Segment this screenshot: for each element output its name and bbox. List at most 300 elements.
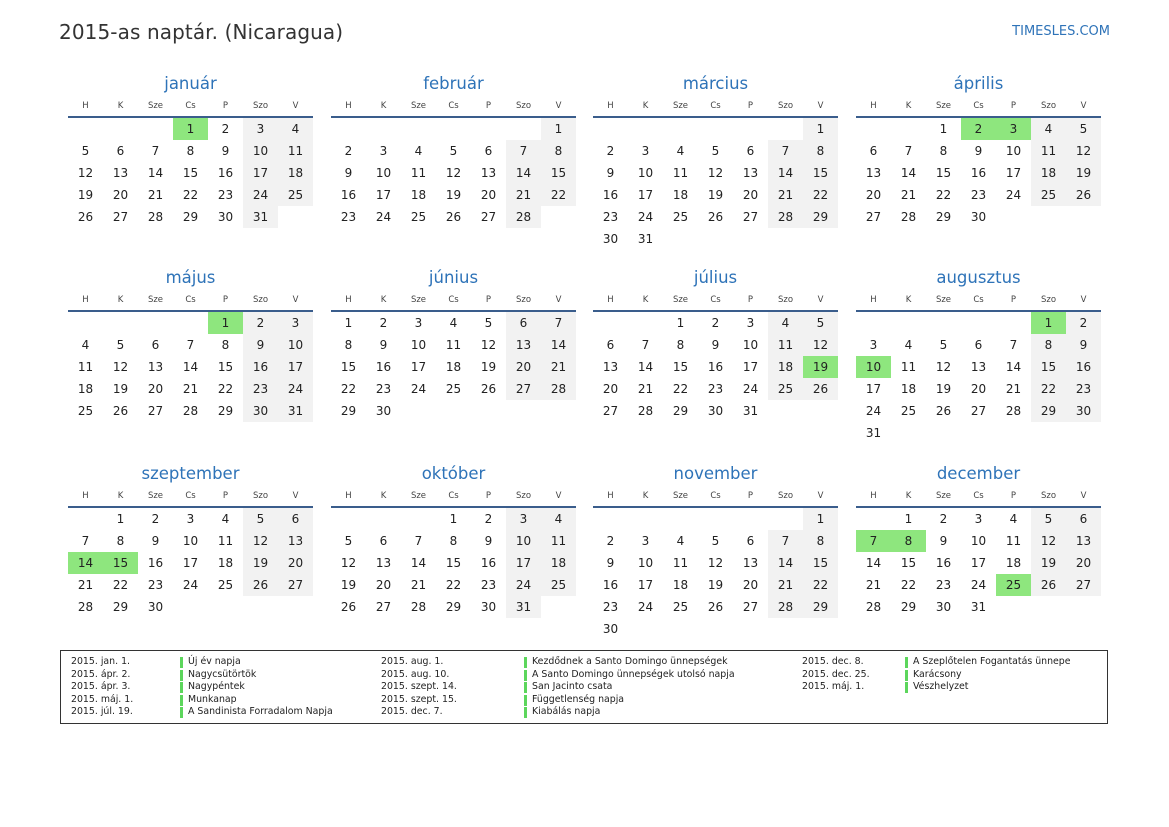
day-cell: 30 [480, 600, 497, 614]
day-cell: 6 [116, 144, 125, 158]
day-cell: 31 [243, 206, 278, 228]
day-cell: 10 [243, 140, 278, 162]
day-cell: 21 [1005, 382, 1022, 396]
day-cell: 28 [147, 210, 164, 224]
day-cell: 31 [865, 426, 882, 440]
day-cell: 29 [340, 404, 357, 418]
day-cell: 27 [1066, 574, 1101, 596]
day-cell: 24 [742, 382, 759, 396]
day-cell: 1 [803, 118, 838, 140]
legend-item [802, 656, 1092, 669]
day-cell: 28 [410, 600, 427, 614]
empty-day-cell [856, 312, 891, 334]
empty-day-cell [436, 118, 471, 140]
empty-day-cell [138, 118, 173, 140]
day-cell: 11 [672, 556, 689, 570]
day-cell: 3 [746, 316, 755, 330]
day-cell: 5 [243, 508, 278, 530]
empty-day-cell [628, 312, 663, 334]
holiday-marker-icon [524, 657, 527, 668]
day-cell: 27 [278, 574, 313, 596]
day-cell: 23 [480, 578, 497, 592]
day-cell: 14 [410, 556, 427, 570]
day-cell: 22 [541, 184, 576, 206]
brand-link[interactable]: TIMESLES.COM [1012, 24, 1110, 39]
day-cell: 2 [939, 512, 948, 526]
weekday-label: Szo [515, 101, 532, 111]
day-cell: 4 [676, 534, 685, 548]
weekday-header [331, 487, 576, 505]
empty-day-cell [401, 118, 436, 140]
day-cell: 12 [445, 166, 462, 180]
day-cell: 8 [344, 338, 353, 352]
day-cell: 31 [278, 400, 313, 422]
day-cell: 9 [151, 534, 160, 548]
holiday-marker-icon [905, 682, 908, 693]
day-cell: 21 [541, 356, 576, 378]
weekday-header [68, 97, 313, 115]
day-cell: 23 [1066, 378, 1101, 400]
day-cell: 4 [278, 118, 313, 140]
weekday-label: Szo [1040, 491, 1057, 501]
day-cell: 12 [480, 338, 497, 352]
day-cell: 5 [711, 534, 720, 548]
empty-day-cell [733, 118, 768, 140]
weekday-label: Cs [710, 101, 721, 111]
day-cell: 9 [606, 166, 615, 180]
day-cell: 6 [1066, 508, 1101, 530]
day-cell: 30 [707, 404, 724, 418]
day-cell: 11 [541, 530, 576, 552]
weekday-label: P [485, 295, 492, 305]
legend-column [802, 656, 1092, 694]
month-name: február [423, 74, 484, 93]
day-cell: 16 [602, 188, 619, 202]
day-cell: 31 [742, 404, 759, 418]
day-cell: 16 [935, 556, 952, 570]
weekday-label: V [555, 295, 562, 305]
day-cell: 30 [970, 210, 987, 224]
legend-date: 2015. júl. 19. [71, 706, 133, 718]
holiday-marker-icon [180, 670, 183, 681]
holiday-marker-icon [524, 695, 527, 706]
day-cell: 13 [1066, 530, 1101, 552]
day-cell: 25 [445, 382, 462, 396]
weekday-label: H [870, 101, 877, 111]
legend-item [381, 681, 781, 694]
day-cell: 4 [221, 512, 230, 526]
day-cell: 22 [182, 188, 199, 202]
day-cell: 30 [1066, 400, 1101, 422]
empty-day-cell [103, 312, 138, 334]
weekday-label: P [222, 295, 229, 305]
day-cell: 18 [1031, 162, 1066, 184]
day-cell: 28 [768, 206, 803, 228]
day-cell: 6 [606, 338, 615, 352]
weekday-label: P [222, 491, 229, 501]
weekday-header [593, 487, 838, 505]
day-cell: 19 [243, 552, 278, 574]
day-cell: 30 [935, 600, 952, 614]
day-cell: 2 [243, 312, 278, 334]
day-cell: 12 [1066, 140, 1101, 162]
day-cell: 22 [803, 574, 838, 596]
weekday-label: K [905, 101, 912, 111]
day-cell: 1 [904, 512, 913, 526]
day-cell: 17 [243, 162, 278, 184]
day-cell: 14 [182, 360, 199, 374]
holiday-day-cell: 3 [996, 118, 1031, 140]
weekday-label: P [485, 491, 492, 501]
day-cell: 25 [278, 184, 313, 206]
month-4 [856, 72, 1101, 228]
day-cell: 7 [186, 338, 195, 352]
empty-day-cell [366, 118, 401, 140]
weekday-header [593, 97, 838, 115]
day-cell: 12 [707, 166, 724, 180]
holiday-day-cell: 7 [856, 530, 891, 552]
empty-day-cell [593, 312, 628, 334]
day-cell: 19 [707, 188, 724, 202]
day-cell: 20 [147, 382, 164, 396]
day-cell: 20 [602, 382, 619, 396]
weekday-label: K [380, 491, 387, 501]
month-name: március [682, 74, 749, 93]
month-name: augusztus [936, 268, 1021, 287]
day-cell: 15 [672, 360, 689, 374]
day-cell: 24 [182, 578, 199, 592]
day-cell: 1 [116, 512, 125, 526]
empty-day-cell [856, 508, 891, 530]
day-cell: 24 [865, 404, 882, 418]
day-cell: 29 [112, 600, 129, 614]
day-cell: 1 [803, 508, 838, 530]
weekday-label: P [1010, 295, 1017, 305]
month-5 [68, 266, 313, 422]
day-cell: 27 [147, 404, 164, 418]
day-cell: 8 [803, 140, 838, 162]
weekday-label: Cs [973, 101, 984, 111]
weekday-label: Sze [147, 491, 164, 501]
day-cell: 6 [278, 508, 313, 530]
weekday-label: Szo [252, 101, 269, 111]
day-cell: 22 [900, 578, 917, 592]
legend-item [802, 669, 1092, 682]
weekday-label: K [905, 491, 912, 501]
day-cell: 5 [1066, 118, 1101, 140]
day-cell: 6 [746, 144, 755, 158]
day-cell: 2 [484, 512, 493, 526]
weekday-label: Szo [777, 101, 794, 111]
empty-day-cell [506, 118, 541, 140]
holiday-day-cell: 10 [856, 356, 891, 378]
day-cell: 25 [410, 210, 427, 224]
day-cell: 29 [900, 600, 917, 614]
day-cell: 22 [672, 382, 689, 396]
day-cell: 14 [147, 166, 164, 180]
weekday-label: Szo [252, 491, 269, 501]
day-cell: 19 [445, 188, 462, 202]
holiday-day-cell: 14 [68, 552, 103, 574]
day-cell: 26 [707, 600, 724, 614]
day-cell: 14 [637, 360, 654, 374]
month-7 [593, 266, 838, 422]
day-cell: 15 [1031, 356, 1066, 378]
day-cell: 12 [707, 556, 724, 570]
legend-item [381, 706, 781, 719]
day-cell: 29 [217, 404, 234, 418]
legend-date: 2015. dec. 7. [381, 706, 443, 718]
day-cell: 27 [112, 210, 129, 224]
day-cell: 5 [484, 316, 493, 330]
day-grid [856, 118, 1101, 228]
day-cell: 7 [151, 144, 160, 158]
day-cell: 11 [900, 360, 917, 374]
weekday-header [856, 97, 1101, 115]
day-cell: 2 [606, 534, 615, 548]
day-cell: 8 [449, 534, 458, 548]
weekday-label: H [345, 491, 352, 501]
holiday-marker-icon [180, 695, 183, 706]
day-cell: 30 [147, 600, 164, 614]
day-cell: 14 [768, 552, 803, 574]
day-cell: 8 [939, 144, 948, 158]
day-cell: 25 [1031, 184, 1066, 206]
day-cell: 19 [112, 382, 129, 396]
day-cell: 16 [707, 360, 724, 374]
page-title: 2015-as naptár. (Nicaragua) [59, 20, 344, 44]
day-cell: 26 [803, 378, 838, 400]
day-cell: 13 [112, 166, 129, 180]
month-name: november [673, 464, 758, 483]
legend-date: 2015. szept. 14. [381, 681, 457, 693]
day-cell: 14 [1005, 360, 1022, 374]
day-cell: 16 [1066, 356, 1101, 378]
day-cell: 5 [939, 338, 948, 352]
legend-date: 2015. ápr. 3. [71, 681, 131, 693]
day-cell: 2 [606, 144, 615, 158]
weekday-label: H [870, 295, 877, 305]
weekday-label: Szo [252, 295, 269, 305]
day-cell: 11 [768, 334, 803, 356]
weekday-header [856, 487, 1101, 505]
day-cell: 20 [506, 356, 541, 378]
day-cell: 6 [379, 534, 388, 548]
day-cell: 18 [768, 356, 803, 378]
day-cell: 27 [480, 210, 497, 224]
weekday-label: Cs [448, 101, 459, 111]
weekday-label: V [817, 491, 824, 501]
weekday-label: H [82, 101, 89, 111]
holiday-marker-icon [180, 657, 183, 668]
day-cell: 9 [606, 556, 615, 570]
day-cell: 28 [541, 378, 576, 400]
day-cell: 4 [541, 508, 576, 530]
month-6 [331, 266, 576, 422]
empty-day-cell [961, 312, 996, 334]
day-cell: 23 [243, 378, 278, 400]
day-cell: 10 [637, 556, 654, 570]
day-cell: 10 [410, 338, 427, 352]
empty-day-cell [471, 118, 506, 140]
empty-day-cell [68, 508, 103, 530]
day-cell: 6 [974, 338, 983, 352]
day-cell: 7 [81, 534, 90, 548]
day-cell: 25 [77, 404, 94, 418]
weekday-label: Cs [973, 491, 984, 501]
day-cell: 26 [77, 210, 94, 224]
holiday-day-cell: 15 [103, 552, 138, 574]
weekday-label: Sze [672, 295, 689, 305]
day-cell: 28 [1005, 404, 1022, 418]
day-cell: 10 [278, 334, 313, 356]
day-cell: 23 [375, 382, 392, 396]
holiday-marker-icon [180, 707, 183, 718]
legend-holiday-name: Új év napja [188, 656, 241, 667]
weekday-label: Cs [973, 295, 984, 305]
day-cell: 11 [217, 534, 234, 548]
legend-holiday-name: Karácsony [913, 668, 962, 680]
day-cell: 10 [970, 534, 987, 548]
legend-holiday-name: Kezdődnek a Santo Domingo ünnepségek [532, 656, 728, 667]
day-cell: 2 [1066, 312, 1101, 334]
weekday-label: H [607, 295, 614, 305]
day-cell: 17 [278, 356, 313, 378]
day-cell: 22 [112, 578, 129, 592]
legend-item [381, 694, 781, 707]
day-cell: 25 [900, 404, 917, 418]
day-cell: 20 [278, 552, 313, 574]
legend-holiday-name: Nagypéntek [188, 681, 245, 693]
day-cell: 5 [81, 144, 90, 158]
day-cell: 10 [637, 166, 654, 180]
day-cell: 3 [186, 512, 195, 526]
weekday-label: V [817, 101, 824, 111]
day-cell: 22 [935, 188, 952, 202]
day-cell: 19 [77, 188, 94, 202]
day-cell: 28 [768, 596, 803, 618]
day-cell: 5 [1031, 508, 1066, 530]
day-cell: 21 [768, 574, 803, 596]
holiday-day-cell: 1 [173, 118, 208, 140]
day-cell: 25 [768, 378, 803, 400]
day-cell: 29 [803, 206, 838, 228]
day-cell: 18 [278, 162, 313, 184]
day-cell: 29 [182, 210, 199, 224]
day-cell: 3 [641, 144, 650, 158]
day-cell: 28 [506, 206, 541, 228]
day-cell: 13 [506, 334, 541, 356]
day-cell: 3 [278, 312, 313, 334]
day-cell: 18 [672, 578, 689, 592]
holiday-marker-icon [905, 670, 908, 681]
day-cell: 12 [935, 360, 952, 374]
day-cell: 6 [506, 312, 541, 334]
day-cell: 4 [904, 338, 913, 352]
day-cell: 19 [707, 578, 724, 592]
day-cell: 14 [506, 162, 541, 184]
legend-holiday-name: Kiabálás napja [532, 706, 601, 718]
legend-date: 2015. aug. 1. [381, 656, 444, 667]
day-cell: 3 [974, 512, 983, 526]
day-cell: 29 [935, 210, 952, 224]
day-cell: 13 [480, 166, 497, 180]
legend-item [802, 681, 1092, 694]
empty-day-cell [663, 118, 698, 140]
legend-holiday-name: Munkanap [188, 693, 237, 705]
day-cell: 22 [340, 382, 357, 396]
weekday-label: Cs [185, 295, 196, 305]
day-cell: 12 [112, 360, 129, 374]
day-grid [68, 312, 313, 422]
legend-holiday-name: A Santo Domingo ünnepségek utolsó napja [532, 668, 735, 680]
day-cell: 24 [278, 378, 313, 400]
day-cell: 17 [742, 360, 759, 374]
weekday-label: V [555, 491, 562, 501]
day-cell: 11 [1005, 534, 1022, 548]
day-cell: 23 [340, 210, 357, 224]
empty-day-cell [856, 118, 891, 140]
holiday-day-cell: 1 [1031, 312, 1066, 334]
day-cell: 16 [970, 166, 987, 180]
day-cell: 7 [1009, 338, 1018, 352]
day-grid [68, 508, 313, 618]
day-cell: 21 [637, 382, 654, 396]
weekday-header [68, 487, 313, 505]
month-9 [68, 462, 313, 618]
weekday-label: K [380, 101, 387, 111]
day-grid [593, 118, 838, 250]
legend-holiday-name: San Jacinto csata [532, 681, 613, 693]
weekday-label: V [292, 101, 299, 111]
day-cell: 23 [707, 382, 724, 396]
day-cell: 4 [414, 144, 423, 158]
day-cell: 17 [1005, 166, 1022, 180]
day-cell: 8 [221, 338, 230, 352]
weekday-label: P [747, 295, 754, 305]
legend-date: 2015. ápr. 2. [71, 668, 131, 680]
day-cell: 20 [375, 578, 392, 592]
day-cell: 5 [449, 144, 458, 158]
day-cell: 21 [410, 578, 427, 592]
day-cell: 8 [803, 530, 838, 552]
weekday-label: Sze [672, 491, 689, 501]
day-cell: 19 [1031, 552, 1066, 574]
day-cell: 29 [1031, 400, 1066, 422]
day-cell: 15 [182, 166, 199, 180]
weekday-label: Szo [1040, 101, 1057, 111]
weekday-label: Szo [777, 491, 794, 501]
day-cell: 28 [865, 600, 882, 614]
weekday-header [331, 291, 576, 309]
day-cell: 19 [935, 382, 952, 396]
day-cell: 27 [375, 600, 392, 614]
weekday-label: Szo [1040, 295, 1057, 305]
day-grid [331, 312, 576, 422]
weekday-label: Sze [935, 491, 952, 501]
day-cell: 7 [768, 140, 803, 162]
day-cell: 31 [637, 232, 654, 246]
day-cell: 19 [480, 360, 497, 374]
day-cell: 15 [217, 360, 234, 374]
day-cell: 30 [602, 232, 619, 246]
weekday-label: Sze [147, 101, 164, 111]
month-name: szeptember [141, 464, 240, 483]
day-cell: 2 [711, 316, 720, 330]
legend-item [381, 669, 781, 682]
empty-day-cell [663, 508, 698, 530]
empty-day-cell [593, 118, 628, 140]
